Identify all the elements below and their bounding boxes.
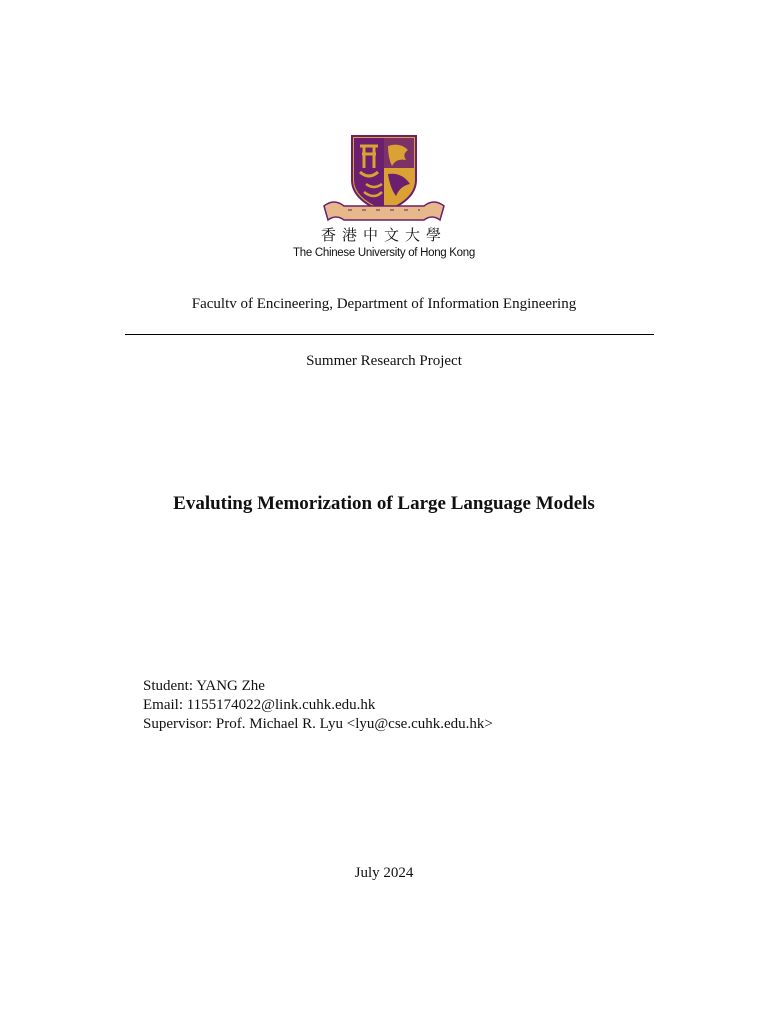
email-line: Email: 1155174022@link.cuhk.edu.hk <box>143 697 376 713</box>
faculty-line: Facultv of Encineering, Department of Information Engineering <box>191 296 577 312</box>
document-title: Evaluting Memorization of Large Language Models <box>173 493 595 514</box>
author-info <box>143 677 493 734</box>
logo-chinese-name: 香港中文大學 <box>320 226 447 244</box>
logo-english-name: The Chinese University of Hong Kong <box>293 247 475 259</box>
student-line: Student: YANG Zhe <box>143 678 265 694</box>
document-date: July 2024 <box>354 865 414 881</box>
supervisor-line: Supervisor: Prof. Michael R. Lyu <lyu@cse.cuhk.edu.hk> <box>143 716 493 732</box>
divider <box>125 334 654 335</box>
university-logo <box>284 128 484 264</box>
project-type: Summer Research Project <box>306 353 462 369</box>
university-crest-icon <box>284 128 484 228</box>
